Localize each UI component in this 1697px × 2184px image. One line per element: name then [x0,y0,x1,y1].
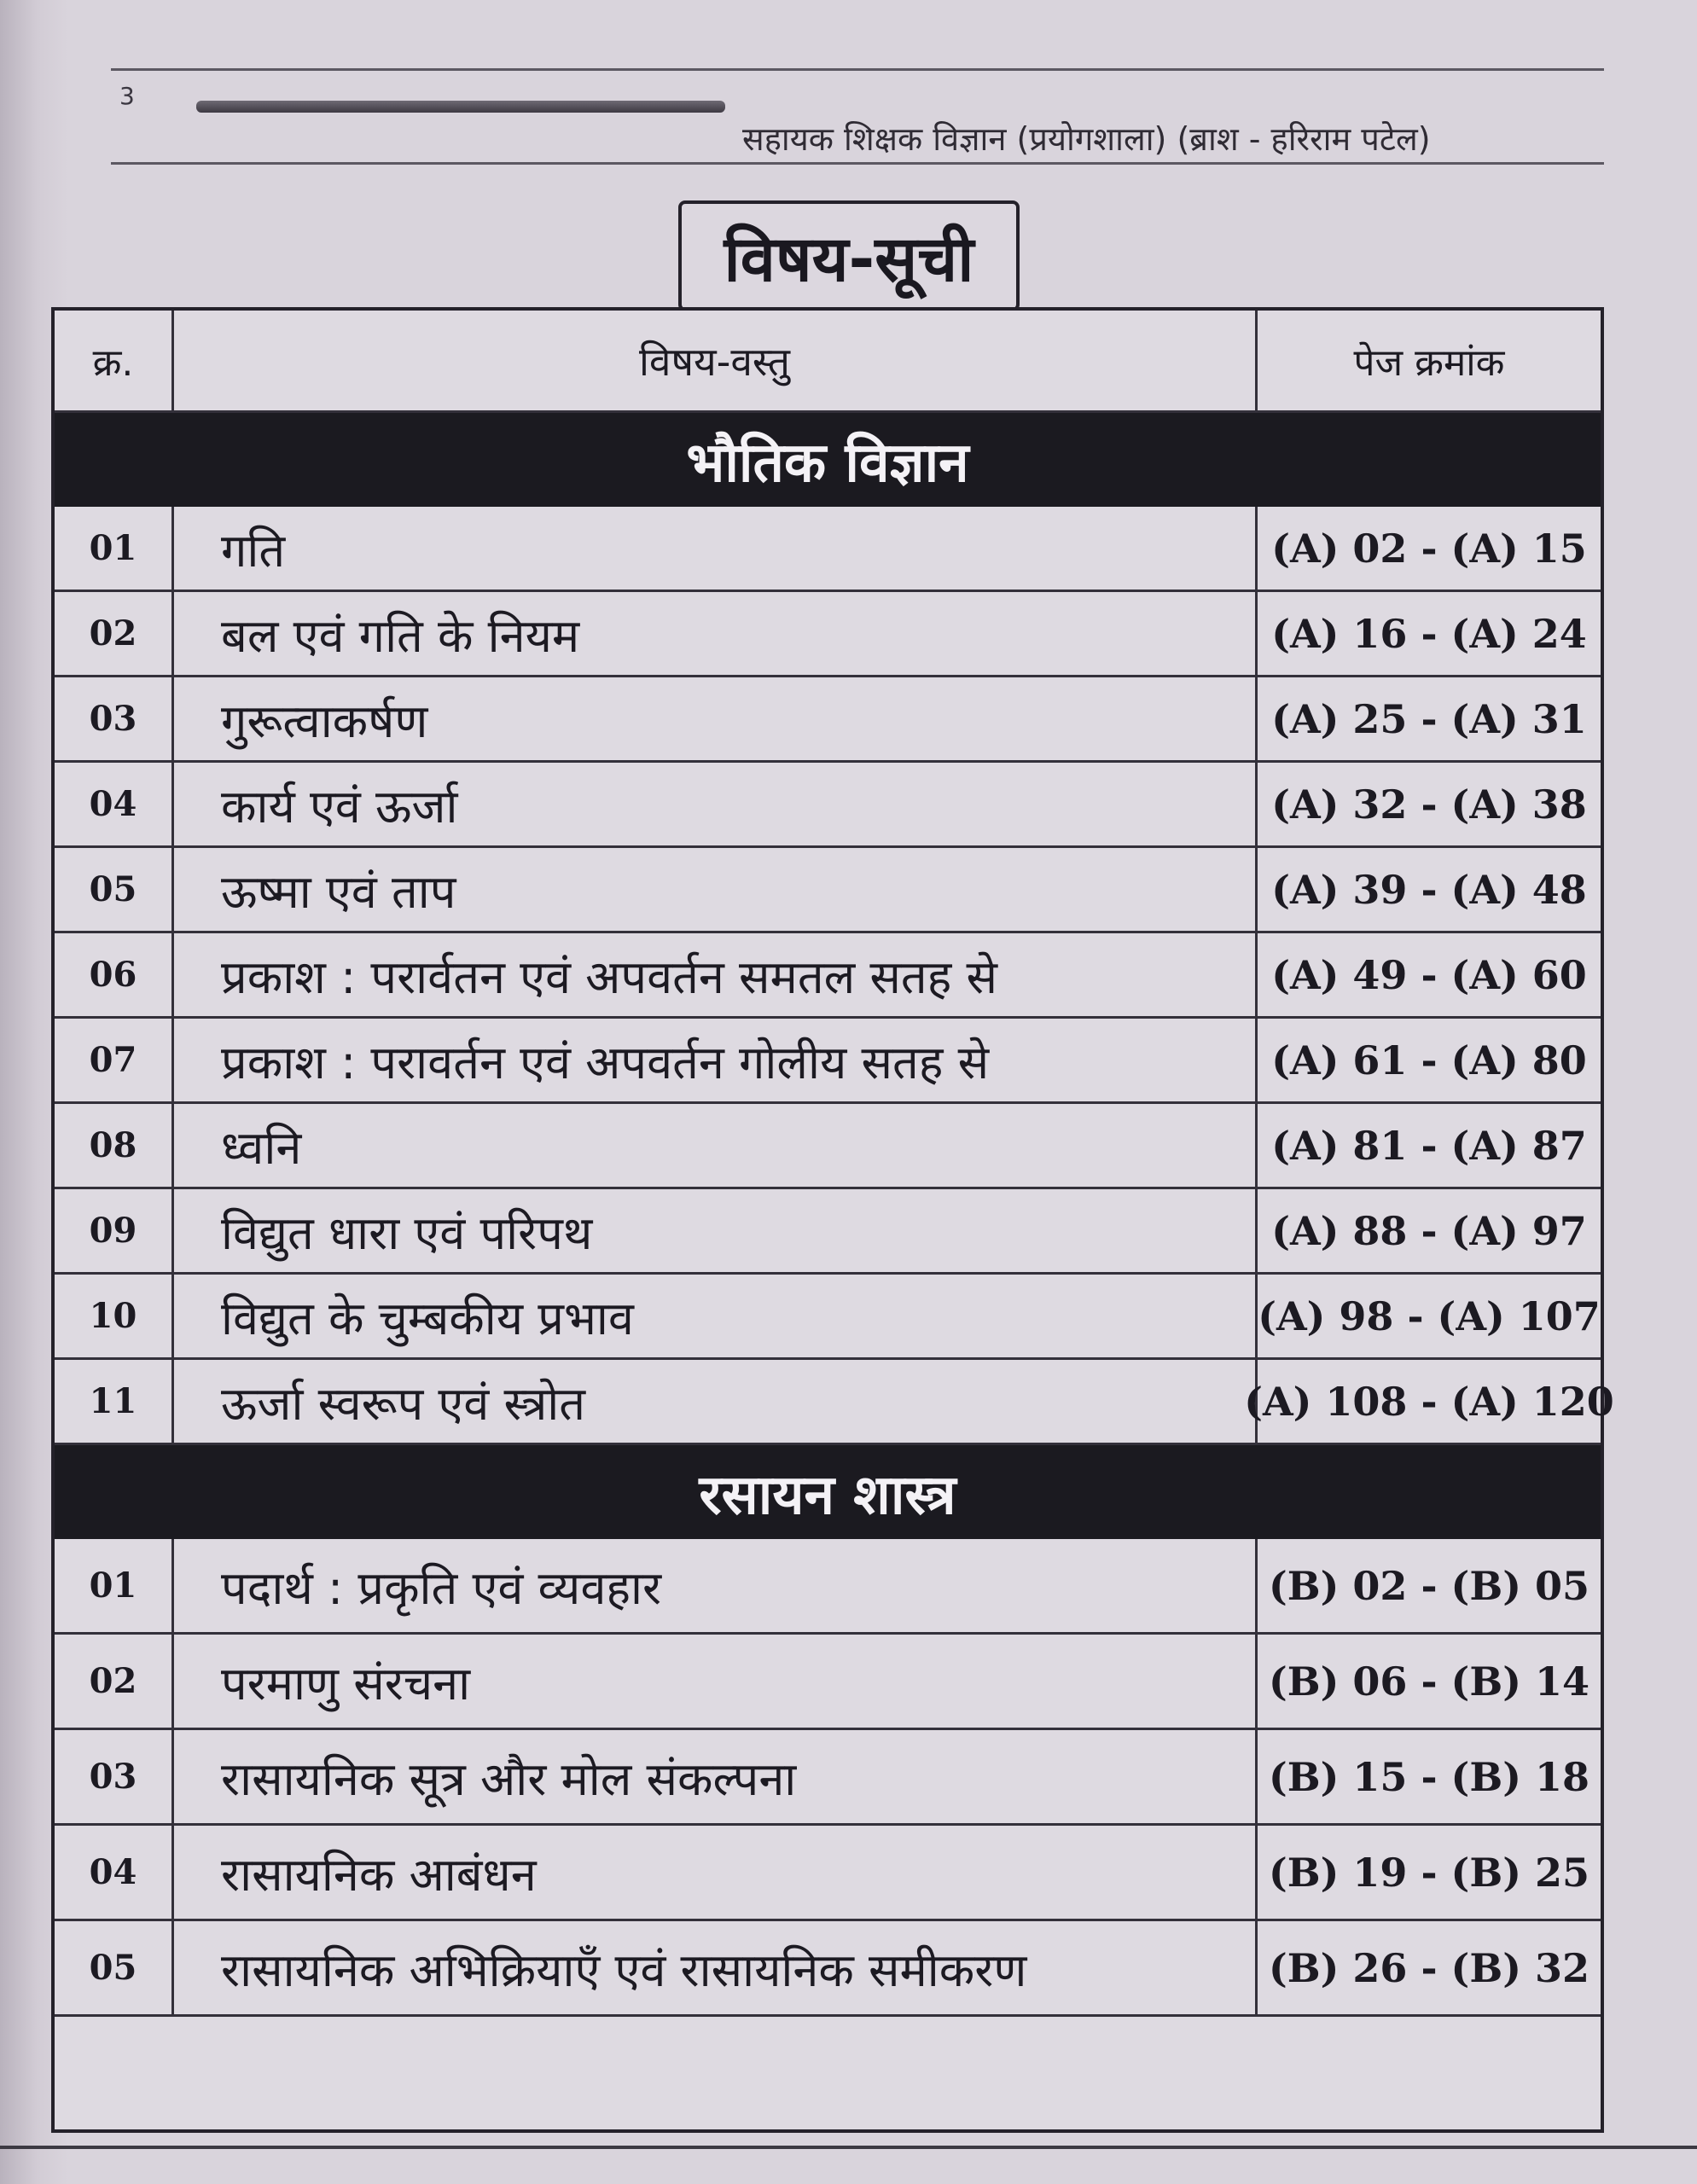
table-row [55,1360,1614,1445]
table-row [55,1730,1601,1826]
row-topic: बल एवं गति के नियम [174,592,1258,675]
table-row [55,1826,1601,1921]
row-number: 06 [55,933,174,1016]
row-page-range: (A) 39 - (A) 48 [1271,866,1587,913]
row-topic: परमाणु संरचना [174,1635,1258,1728]
row-topic: रासायनिक अभिक्रियाएँ एवं रासायनिक समीकरण [174,1921,1258,2014]
row-page-range: (B) 06 - (B) 14 [1269,1658,1589,1705]
table-row [55,677,1601,763]
row-page-range: (A) 81 - (A) 87 [1271,1122,1587,1169]
bottom-rule [0,2146,1697,2149]
section-heading: रसायन शास्त्र [55,1445,1601,1539]
header-rule-bottom [111,162,1604,165]
row-number: 11 [55,1360,174,1443]
row-topic: पदार्थ : प्रकृति एवं व्यवहार [174,1539,1258,1632]
row-number: 07 [55,1019,174,1101]
row-topic: प्रकाश : परावर्तन एवं अपवर्तन गोलीय सतह से [174,1019,1258,1101]
table-row [55,848,1601,933]
table-row [55,1921,1601,2017]
section-heading: भौतिक विज्ञान [55,413,1601,507]
contents-table [51,307,1614,2133]
table-row [55,592,1601,677]
row-topic: ऊष्मा एवं ताप [174,848,1258,931]
row-page-range: (A) 25 - (A) 31 [1271,695,1587,742]
header-topic: विषय-वस्तु [174,311,1258,410]
table-row [55,507,1601,592]
row-number: 01 [55,507,174,590]
row-page-range: (A) 98 - (A) 107 [1258,1292,1601,1339]
row-topic: ऊर्जा स्वरूप एवं स्त्रोत [174,1360,1258,1443]
row-number: 01 [55,1539,174,1632]
table-row [55,1635,1601,1730]
row-page-range: (A) 32 - (A) 38 [1271,781,1587,828]
header-number: क्र. [55,311,174,410]
row-topic: कार्य एवं ऊर्जा [174,763,1258,845]
row-topic: गुरूत्वाकर्षण [174,677,1258,760]
row-page-range: (B) 02 - (B) 05 [1269,1562,1589,1609]
row-page-range: (A) 61 - (A) 80 [1271,1037,1587,1083]
header-decor-bar [196,101,725,113]
table-row [55,1539,1601,1635]
table-row [55,1189,1601,1275]
row-number: 05 [55,848,174,931]
row-page-range: (A) 49 - (A) 60 [1271,951,1587,998]
row-number: 08 [55,1104,174,1187]
table-row [55,763,1601,848]
table-row [55,1104,1601,1189]
table-row [55,1019,1601,1104]
row-number: 10 [55,1275,174,1357]
page-number: 3 [119,82,135,110]
row-number: 03 [55,677,174,760]
running-header: सहायक शिक्षक विज्ञान (प्रयोगशाला) (ब्राश - हरिराम पटेल) [742,120,1431,158]
page-title: विषय-सूची [678,200,1020,311]
row-page-range: (B) 15 - (B) 18 [1269,1753,1589,1800]
row-number: 02 [55,592,174,675]
table-header-row [55,311,1601,413]
row-topic: रासायनिक सूत्र और मोल संकल्पना [174,1730,1258,1823]
row-page-range: (B) 26 - (B) 32 [1269,1944,1589,1991]
row-number: 02 [55,1635,174,1728]
table-row [55,933,1601,1019]
row-page-range: (A) 02 - (A) 15 [1271,525,1587,572]
row-topic: विद्युत धारा एवं परिपथ [174,1189,1258,1272]
row-topic: ध्वनि [174,1104,1258,1187]
row-topic: प्रकाश : परार्वतन एवं अपवर्तन समतल सतह से [174,933,1258,1016]
row-number: 03 [55,1730,174,1823]
row-number: 04 [55,763,174,845]
row-page-range: (A) 16 - (A) 24 [1271,610,1587,657]
table-row [55,1275,1601,1360]
row-page-range: (B) 19 - (B) 25 [1269,1849,1589,1896]
row-number: 09 [55,1189,174,1272]
row-page-range: (A) 108 - (A) 120 [1244,1378,1614,1425]
header-rule-top [111,68,1604,71]
row-topic: गति [174,507,1258,590]
row-page-range: (A) 88 - (A) 97 [1271,1207,1587,1254]
row-number: 04 [55,1826,174,1919]
row-topic: रासायनिक आबंधन [174,1826,1258,1919]
header-pages: पेज क्रमांक [1353,340,1505,385]
row-number: 05 [55,1921,174,2014]
row-topic: विद्युत के चुम्बकीय प्रभाव [174,1275,1258,1357]
